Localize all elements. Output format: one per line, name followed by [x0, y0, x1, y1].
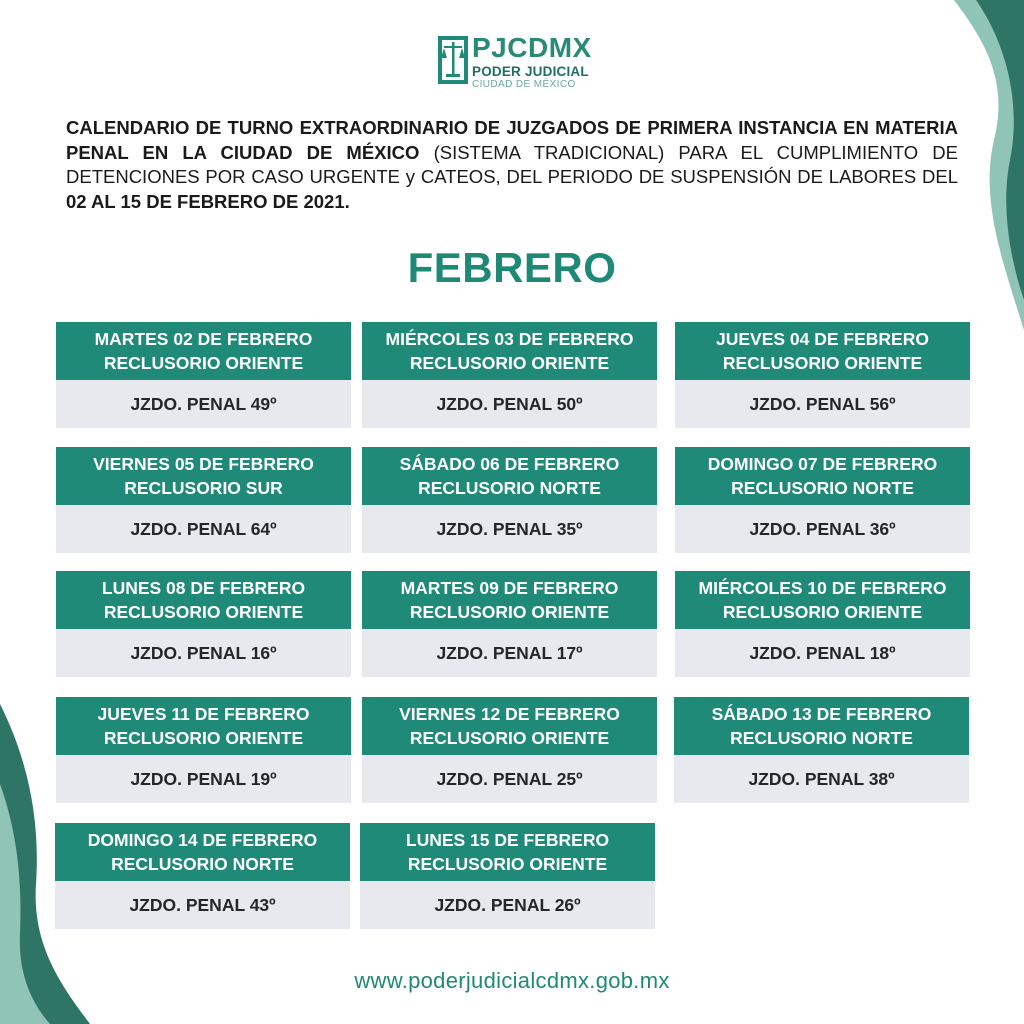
- heading-date-range: 02 AL 15 DE FEBRERO DE 2021.: [66, 190, 350, 212]
- card-place: RECLUSORIO NORTE: [731, 478, 914, 498]
- schedule-card: [56, 697, 351, 803]
- card-date: SÁBADO 06 DE FEBRERO: [399, 454, 620, 474]
- card-date: SÁBADO 13 DE FEBRERO: [711, 704, 932, 724]
- card-date: DOMINGO 14 DE FEBRERO: [87, 830, 318, 850]
- justice-scale-icon: [436, 34, 470, 86]
- card-date: VIERNES 05 DE FEBRERO: [93, 454, 314, 474]
- schedule-card: [675, 322, 970, 428]
- schedule-card: [675, 571, 970, 677]
- schedule-card: [362, 447, 657, 553]
- card-date: DOMINGO 07 DE FEBRERO: [707, 454, 938, 474]
- logo-name: PODER JUDICIAL: [472, 64, 589, 79]
- card-place: RECLUSORIO SUR: [124, 478, 283, 498]
- schedule-card: [56, 447, 351, 553]
- card-header: [675, 447, 970, 505]
- card-place: RECLUSORIO ORIENTE: [409, 602, 610, 622]
- logo-acronym: PJCDMX: [472, 32, 592, 63]
- card-header: [675, 571, 970, 629]
- schedule-card: [55, 823, 350, 929]
- schedule-card: [675, 447, 970, 553]
- card-court: JZDO. PENAL 16º: [56, 629, 351, 677]
- card-place: RECLUSORIO ORIENTE: [722, 353, 923, 373]
- card-place: RECLUSORIO NORTE: [111, 854, 294, 874]
- schedule-card: [362, 571, 657, 677]
- card-header: [55, 823, 350, 881]
- card-header: [360, 823, 655, 881]
- website-link[interactable]: www.poderjudicialcdmx.gob.mx: [354, 968, 670, 993]
- schedule-card: [362, 322, 657, 428]
- card-court: JZDO. PENAL 36º: [675, 505, 970, 553]
- card-header: [362, 571, 657, 629]
- card-court: JZDO. PENAL 17º: [362, 629, 657, 677]
- card-date: LUNES 08 DE FEBRERO: [101, 578, 306, 598]
- card-date: JUEVES 11 DE FEBRERO: [97, 704, 310, 724]
- card-court: JZDO. PENAL 18º: [675, 629, 970, 677]
- card-court: JZDO. PENAL 49º: [56, 380, 351, 428]
- schedule-card: [360, 823, 655, 929]
- card-header: [56, 447, 351, 505]
- pjcdmx-logo: [436, 34, 596, 92]
- card-header: [674, 697, 969, 755]
- card-date: MIÉRCOLES 03 DE FEBRERO: [385, 329, 634, 349]
- card-court: JZDO. PENAL 25º: [362, 755, 657, 803]
- card-court: JZDO. PENAL 19º: [56, 755, 351, 803]
- calendar-heading: [66, 116, 958, 214]
- month-title: FEBRERO: [407, 244, 617, 291]
- card-header: [362, 697, 657, 755]
- card-date: VIERNES 12 DE FEBRERO: [399, 704, 620, 724]
- card-header: [362, 322, 657, 380]
- card-court: JZDO. PENAL 26º: [360, 881, 655, 929]
- card-court: JZDO. PENAL 64º: [56, 505, 351, 553]
- logo-city: CIUDAD DE MÉXICO: [472, 79, 576, 90]
- card-date: MARTES 09 DE FEBRERO: [400, 578, 619, 598]
- card-date: MIÉRCOLES 10 DE FEBRERO: [698, 578, 947, 598]
- card-header: [56, 322, 351, 380]
- card-header: [675, 322, 970, 380]
- card-court: JZDO. PENAL 43º: [55, 881, 350, 929]
- card-header: [362, 447, 657, 505]
- card-place: RECLUSORIO NORTE: [418, 478, 601, 498]
- card-place: RECLUSORIO ORIENTE: [407, 854, 608, 874]
- schedule-card: [674, 697, 969, 803]
- schedule-card: [56, 571, 351, 677]
- heading-bold-part: CALENDARIO DE TURNO EXTRAORDINARIO DE JUZGADOS DE PRIMERA INSTANCIA EN MATERIA PENAL EN LA CIUDAD DE MÉXICO: [66, 117, 958, 163]
- card-date: JUEVES 04 DE FEBRERO: [716, 329, 929, 349]
- card-place: RECLUSORIO ORIENTE: [409, 353, 610, 373]
- card-court: JZDO. PENAL 56º: [675, 380, 970, 428]
- card-place: RECLUSORIO ORIENTE: [722, 602, 923, 622]
- card-place: RECLUSORIO ORIENTE: [409, 728, 610, 748]
- card-place: RECLUSORIO ORIENTE: [103, 602, 304, 622]
- card-court: JZDO. PENAL 38º: [674, 755, 969, 803]
- card-place: RECLUSORIO ORIENTE: [103, 728, 304, 748]
- card-place: RECLUSORIO ORIENTE: [103, 353, 304, 373]
- schedule-card: [362, 697, 657, 803]
- card-header: [56, 697, 351, 755]
- card-court: JZDO. PENAL 35º: [362, 505, 657, 553]
- card-header: [56, 571, 351, 629]
- heading-normal-part: (SISTEMA TRADICIONAL) PARA EL CUMPLIMIENTO DE DETENCIONES POR CASO URGENTE y CATEOS, DEL PERIODO DE SUSPENSIÓN DE LABORES DEL: [66, 141, 959, 187]
- card-court: JZDO. PENAL 50º: [362, 380, 657, 428]
- card-date: MARTES 02 DE FEBRERO: [94, 329, 313, 349]
- card-date: LUNES 15 DE FEBRERO: [405, 830, 610, 850]
- schedule-card: [56, 322, 351, 428]
- card-place: RECLUSORIO NORTE: [730, 728, 913, 748]
